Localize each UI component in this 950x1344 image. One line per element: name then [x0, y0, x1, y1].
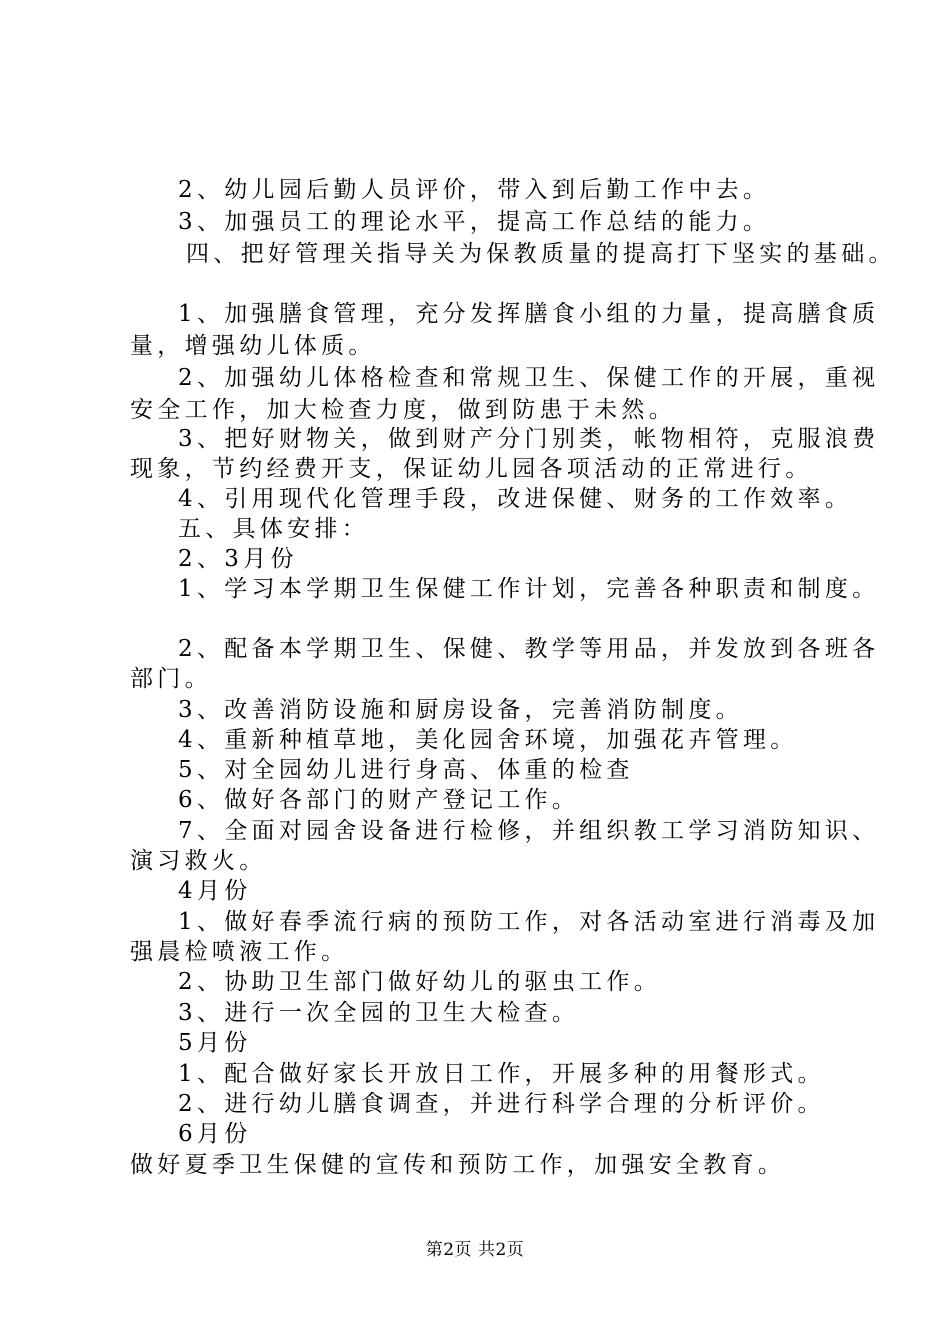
text-line: 3、改善消防设施和厨房设备，完善消防制度。: [178, 697, 743, 723]
text-line: 1、加强膳食管理，充分发挥膳食小组的力量，提高膳食质: [178, 301, 880, 327]
text-line: 量，增强幼儿体质。: [130, 333, 376, 359]
text-line: 4、引用现代化管理手段，改进保健、财务的工作效率。: [178, 486, 853, 512]
text-line: 2、进行幼儿膳食调查，并进行科学合理的分析评价。: [178, 1091, 825, 1117]
text-line: 演习救火。: [130, 848, 267, 874]
month-heading: 2、3月份: [178, 546, 298, 572]
text-line: 3、进行一次全园的卫生大检查。: [178, 1000, 580, 1026]
text-line: 1、做好春季流行病的预防工作，对各活动室进行消毒及加: [178, 909, 880, 935]
text-line: 5、对全园幼儿进行身高、体重的检查: [178, 757, 634, 783]
text-line: 强晨检喷液工作。: [130, 939, 349, 965]
text-line: 2、幼儿园后勤人员评价，带入到后勤工作中去。: [178, 177, 771, 203]
text-line: 安全工作，加大检查力度，做到防患于未然。: [130, 397, 676, 423]
text-line: 部门。: [130, 666, 212, 692]
text-line: 3、加强员工的理论水平，提高工作总结的能力。: [178, 209, 771, 235]
text-line: 现象，节约经费开支，保证幼儿园各项活动的正常进行。: [130, 456, 813, 482]
text-line: 2、配备本学期卫生、保健、教学等用品，并发放到各班各: [178, 636, 880, 662]
section-heading-5: 五、具体安排：: [178, 516, 370, 542]
text-line: 做好夏季卫生保健的宣传和预防工作，加强安全教育。: [130, 1152, 786, 1178]
text-line: 2、加强幼儿体格检查和常规卫生、保健工作的开展，重视: [178, 365, 880, 391]
text-line: 1、学习本学期卫生保健工作计划，完善各种职责和制度。: [178, 576, 880, 602]
month-heading: 5月份: [178, 1030, 252, 1056]
text-line: 4、重新种植草地，美化园舍环境，加强花卉管理。: [178, 727, 798, 753]
text-line: 2、协助卫生部门做好幼儿的驱虫工作。: [178, 969, 662, 995]
month-heading: 6月份: [178, 1121, 252, 1147]
text-line: 6、做好各部门的财产登记工作。: [178, 787, 580, 813]
month-heading: 4月份: [178, 878, 252, 904]
text-line: 1、配合做好家长开放日工作，开展多种的用餐形式。: [178, 1061, 825, 1087]
section-heading-4: 四、把好管理关指导关为保教质量的提高打下坚实的基础。: [186, 241, 896, 267]
text-line: 3、把好财物关，做到财产分门别类，帐物相符，克服浪费: [178, 426, 880, 452]
text-line: 7、全面对园舍设备进行检修，并组织教工学习消防知识、: [178, 818, 880, 844]
page-footer: 第2页 共2页: [425, 1240, 525, 1260]
